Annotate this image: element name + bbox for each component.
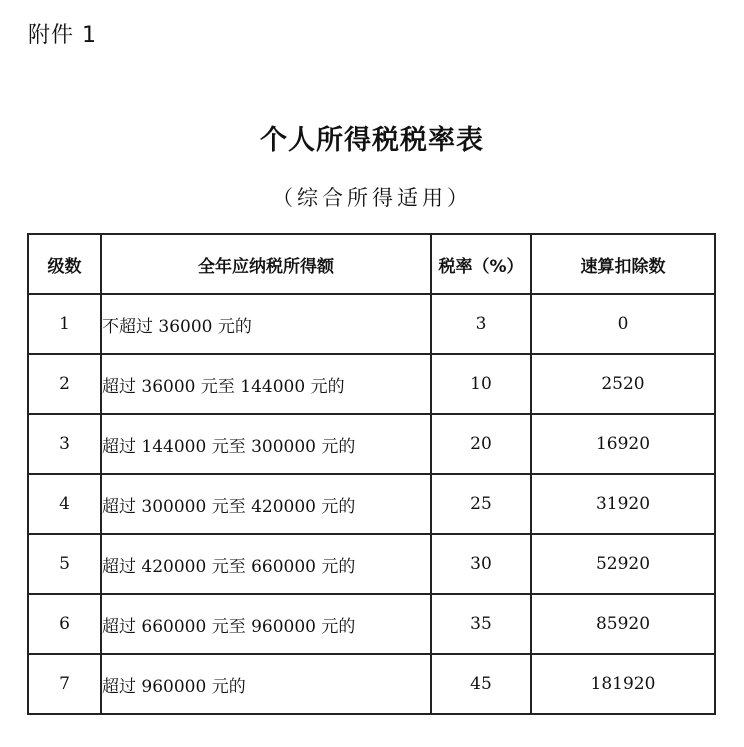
cell-deduction: 85920	[531, 594, 715, 654]
attachment-label: 附件 1	[28, 23, 97, 48]
header-taxable-income: 全年应纳税所得额	[101, 234, 431, 294]
cell-rate: 20	[431, 414, 531, 474]
page-subtitle: （综合所得适用）	[272, 186, 472, 210]
cell-range: 不超过 36000 元的	[101, 294, 431, 354]
cell-deduction: 181920	[531, 654, 715, 714]
header-tax-rate: 税率（%）	[431, 234, 531, 294]
cell-rate: 25	[431, 474, 531, 534]
cell-range: 超过 420000 元至 660000 元的	[101, 534, 431, 594]
table-row	[28, 414, 715, 474]
table-row	[28, 294, 715, 354]
cell-deduction: 2520	[531, 354, 715, 414]
cell-level: 7	[28, 654, 101, 714]
table-row	[28, 654, 715, 714]
cell-deduction: 0	[531, 294, 715, 354]
cell-level: 1	[28, 294, 101, 354]
table-header-row	[28, 234, 715, 294]
header-quick-deduction: 速算扣除数	[531, 234, 715, 294]
table-row	[28, 354, 715, 414]
cell-level: 4	[28, 474, 101, 534]
cell-range: 超过 36000 元至 144000 元的	[101, 354, 431, 414]
cell-level: 3	[28, 414, 101, 474]
cell-range: 超过 300000 元至 420000 元的	[101, 474, 431, 534]
cell-rate: 45	[431, 654, 531, 714]
cell-rate: 35	[431, 594, 531, 654]
cell-range: 超过 144000 元至 300000 元的	[101, 414, 431, 474]
cell-deduction: 31920	[531, 474, 715, 534]
header-level: 级数	[28, 234, 101, 294]
tax-rate-table	[27, 233, 716, 715]
cell-rate: 10	[431, 354, 531, 414]
cell-deduction: 52920	[531, 534, 715, 594]
cell-rate: 3	[431, 294, 531, 354]
table-row	[28, 474, 715, 534]
cell-level: 6	[28, 594, 101, 654]
cell-level: 2	[28, 354, 101, 414]
cell-level: 5	[28, 534, 101, 594]
cell-range: 超过 660000 元至 960000 元的	[101, 594, 431, 654]
cell-deduction: 16920	[531, 414, 715, 474]
table-row	[28, 594, 715, 654]
table-row	[28, 534, 715, 594]
cell-rate: 30	[431, 534, 531, 594]
page-title: 个人所得税税率表	[260, 125, 484, 156]
cell-range: 超过 960000 元的	[101, 654, 431, 714]
